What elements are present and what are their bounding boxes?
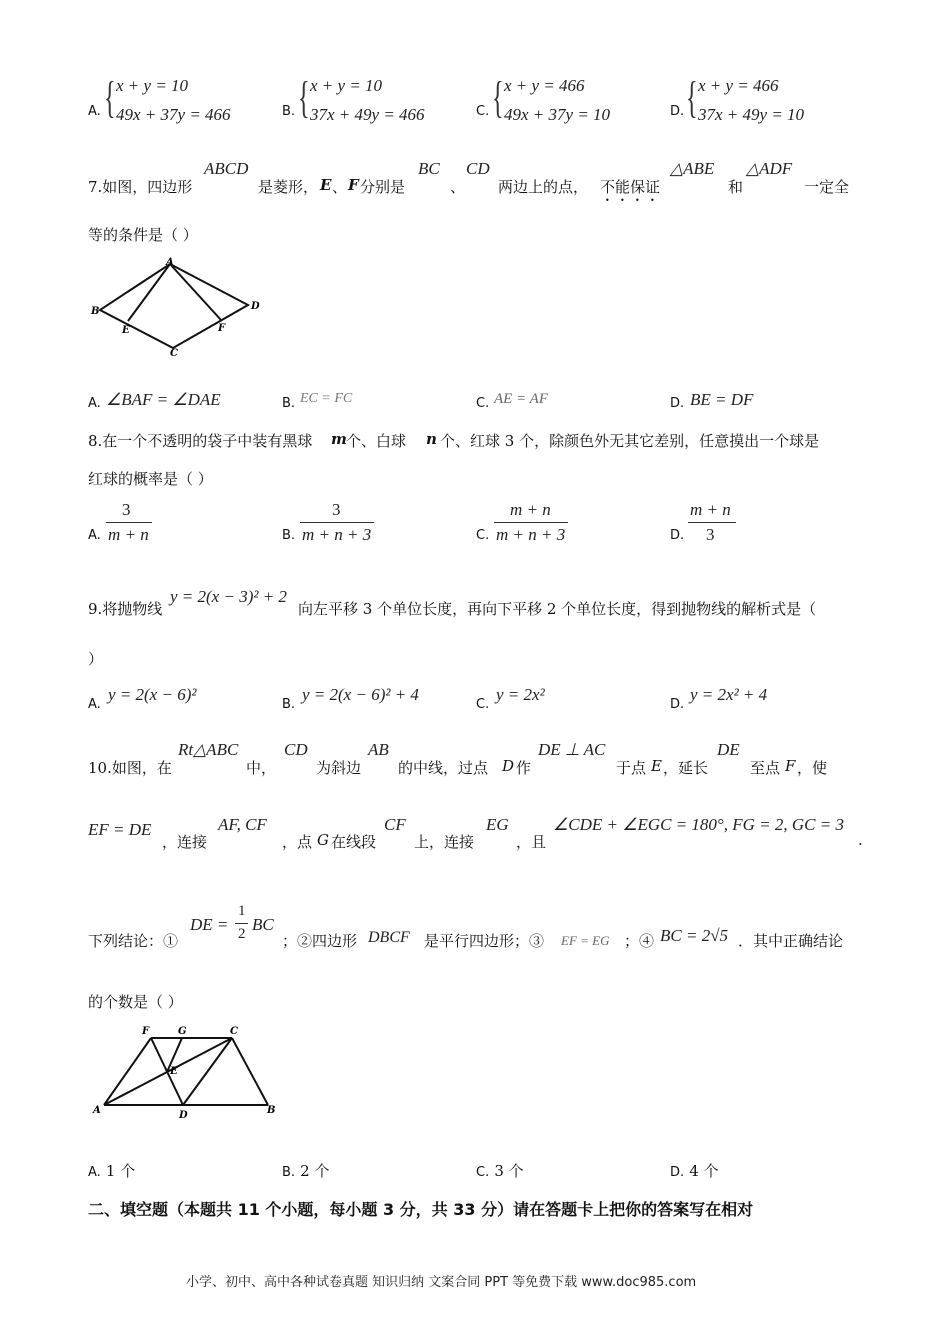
label-a: A (93, 1105, 101, 1116)
q10-text: 在线段 (331, 833, 377, 851)
option-label: A. (88, 697, 101, 712)
brace-icon: { (298, 73, 310, 122)
q10-text: 上，连接 (414, 833, 475, 851)
q10-c1-den: 2 (238, 926, 246, 942)
q7-math-abcd: ABCD (204, 159, 249, 178)
equation-1: x + y = 466 (504, 76, 585, 95)
equation-1: x + y = 10 (310, 76, 383, 95)
fraction-numerator: m + n (690, 500, 731, 519)
segment-af (170, 264, 221, 320)
option-label: D. (670, 697, 685, 712)
q10-trapezoid-figure (88, 1022, 288, 1122)
q10-text: ；④ (624, 932, 655, 950)
q8-text: 个、红球 3 个，除颜色外无其它差别，任意摸出一个球是 (440, 432, 820, 450)
equation-1: x + y = 10 (116, 76, 189, 95)
q8-text: 个、白球 (346, 432, 407, 450)
option-math: AE = AF (494, 391, 549, 407)
fraction-bar (494, 522, 568, 523)
label-d: D (251, 301, 260, 312)
q10-c1-lhs: DE = (190, 915, 229, 934)
q7-point-f: F (348, 176, 359, 194)
fraction-numerator: 3 (122, 500, 131, 519)
label-c: C (230, 1026, 238, 1037)
option-math: BE = DF (690, 390, 754, 409)
option-label: D. (670, 528, 685, 543)
fraction-denominator: 3 (706, 525, 715, 544)
q10-c3-math: EF = EG (561, 933, 610, 948)
option-label: B. (282, 528, 296, 543)
q10-math: DE ⊥ AC (538, 740, 606, 759)
q10-math: AF, CF (218, 815, 267, 834)
q10-text: 为斜边 (316, 759, 362, 777)
q10-math: Rt△ABC (178, 740, 239, 759)
q9-text-line2: ） (88, 650, 104, 668)
fraction-numerator: m + n (510, 500, 551, 519)
option-label: B. (282, 104, 296, 119)
option-label: B. (282, 1165, 296, 1180)
q10-text: 于点 (616, 759, 647, 777)
segment-cd (183, 1038, 232, 1105)
option-math: y = 2x² + 4 (690, 685, 768, 704)
fraction-denominator: m + n (108, 525, 149, 544)
option-text: 4 个 (689, 1162, 719, 1180)
brace-icon: { (492, 73, 504, 122)
q10-option-c[interactable] (476, 1160, 524, 1181)
q10-text: ，点 (282, 833, 313, 851)
option-label: D. (670, 1165, 685, 1180)
option-label: A. (88, 528, 101, 543)
label-f: F (218, 323, 226, 334)
q10-text-last: 的个数是（ ） (88, 993, 183, 1011)
option-text: 1 个 (105, 1162, 136, 1180)
q8-text-line2: 红球的概率是（ ） (88, 470, 213, 488)
option-math: EC = FC (300, 391, 353, 406)
q7-text: 一定全 (804, 178, 850, 196)
page-footer: 小学、初中、高中各种试卷真题 知识归纳 文案合同 PPT 等免费下载 www.doc985.com (186, 1275, 697, 1290)
q10-text: 是平行四边形；③ (424, 932, 545, 950)
q10-c4-math: BC = 2√5 (660, 926, 729, 945)
q7-text: 分别是 (360, 178, 406, 196)
segment-cb (232, 1038, 268, 1105)
q10-point: E (651, 757, 662, 775)
option-math: y = 2(x − 6)² + 4 (302, 685, 419, 704)
equation-2: 49x + 37y = 10 (504, 105, 611, 124)
q10-text: ，使 (797, 759, 828, 777)
equation-2: 37x + 49y = 10 (698, 105, 805, 124)
fraction-bar (688, 522, 736, 523)
q7-text: 两边上的点， (498, 178, 589, 196)
q10-text: 的中线，过点 (398, 759, 489, 777)
q7-text-line2: 等的条件是（ ） (88, 226, 198, 244)
equation-1: x + y = 466 (698, 76, 779, 95)
equation-2: 49x + 37y = 466 (116, 105, 231, 124)
q7-text: 、 (332, 178, 348, 196)
option-math: ∠BAF = ∠DAE (106, 390, 221, 409)
q10-text: . (858, 831, 863, 849)
q8-text: 8.在一个不透明的袋子中装有黑球 (88, 432, 313, 450)
q7-text: 是菱形， (258, 178, 319, 196)
q7-math-bc: BC (418, 159, 440, 178)
q10-math: DE (717, 740, 740, 759)
q10-option-b[interactable] (282, 1160, 329, 1181)
q7-text: 、 (450, 178, 466, 196)
q10-point: D (502, 757, 515, 775)
label-b: B (91, 306, 100, 317)
section-2-heading: 二、填空题（本题共 11 个小题，每小题 3 分，共 33 分）请在答题卡上把你的答案写在相对 (88, 1200, 754, 1219)
q10-text: 至点 (750, 759, 781, 777)
q10-text: ．其中正确结论 (738, 932, 844, 950)
option-label: A. (88, 104, 101, 119)
option-math: y = 2(x − 6)² (108, 685, 197, 704)
option-math: y = 2x² (496, 685, 545, 704)
option-label: B. (282, 396, 296, 411)
fraction-bar (106, 522, 152, 523)
label-e: E (170, 1066, 178, 1077)
q10-c1-fraction-bar (235, 923, 248, 924)
q7-math-abe: △ABE (670, 159, 715, 178)
q10-math: AB (368, 740, 389, 759)
q10-text: 10.如图，在 (88, 759, 172, 777)
label-a: A (166, 257, 174, 268)
q10-text: 作 (516, 759, 532, 777)
q7-text: 和 (728, 178, 744, 196)
q10-point: F (785, 757, 796, 775)
label-d: D (179, 1110, 188, 1121)
q7-emphasis: 不能保证 (600, 178, 661, 196)
option-text: 2 个 (300, 1162, 330, 1180)
q7-math-cd: CD (466, 159, 490, 178)
q10-option-d[interactable] (670, 1160, 719, 1181)
q10-math-condition: ∠CDE + ∠EGC = 180°, FG = 2, GC = 3 (553, 815, 844, 834)
label-f: F (142, 1026, 150, 1037)
option-label: B. (282, 697, 296, 712)
q10-math: EF = DE (88, 820, 152, 839)
brace-icon: { (104, 73, 116, 122)
q8-var-m: m (331, 430, 347, 448)
segment-af (104, 1038, 151, 1105)
q10-point: G (317, 831, 329, 849)
brace-icon: { (686, 73, 698, 122)
label-g: G (178, 1026, 187, 1037)
label-b: B (267, 1105, 276, 1116)
q10-text: 中， (246, 759, 277, 777)
q10-math: EG (486, 815, 509, 834)
option-label: C. (476, 104, 490, 119)
q10-text: 下列结论：① (88, 932, 179, 950)
q10-option-a[interactable] (88, 1160, 135, 1181)
q7-math-adf: △ADF (746, 159, 793, 178)
q8-var-n: n (426, 430, 437, 448)
q7-point-e: E (320, 176, 332, 194)
option-label: C. (476, 1165, 490, 1180)
option-label: A. (88, 1165, 101, 1180)
q7-rhombus-figure (88, 255, 268, 360)
q9-text: 向左平移 3 个单位长度，再向下平移 2 个单位长度，得到抛物线的解析式是（ (298, 600, 817, 618)
option-text: 3 个 (494, 1162, 524, 1180)
label-e: E (122, 325, 130, 336)
option-label: C. (476, 396, 490, 411)
equation-2: 37x + 49y = 466 (310, 105, 425, 124)
q10-c1-num: 1 (238, 903, 246, 919)
q9-text: 9.将抛物线 (88, 600, 163, 618)
q7-text: 7.如图，四边形 (88, 178, 193, 196)
q10-text: ，连接 (162, 833, 208, 851)
q10-math: CD (284, 740, 308, 759)
q10-text: ；②四边形 (282, 932, 358, 950)
label-c: C (170, 348, 178, 359)
option-label: D. (670, 396, 685, 411)
fraction-bar (300, 522, 374, 523)
fraction-numerator: 3 (332, 500, 341, 519)
option-label: D. (670, 104, 685, 119)
q10-text: ，延长 (663, 759, 709, 777)
q10-c1-rhs: BC (252, 915, 274, 934)
segment-ae (128, 264, 170, 321)
fraction-denominator: m + n + 3 (496, 525, 566, 544)
option-label: C. (476, 528, 490, 543)
option-label: A. (88, 396, 101, 411)
q9-formula: y = 2(x − 3)² + 2 (170, 587, 287, 606)
option-label: C. (476, 697, 490, 712)
fraction-denominator: m + n + 3 (302, 525, 372, 544)
q10-c2-math: DBCF (368, 929, 410, 946)
q10-math: CF (384, 815, 406, 834)
q10-text: ，且 (516, 833, 547, 851)
